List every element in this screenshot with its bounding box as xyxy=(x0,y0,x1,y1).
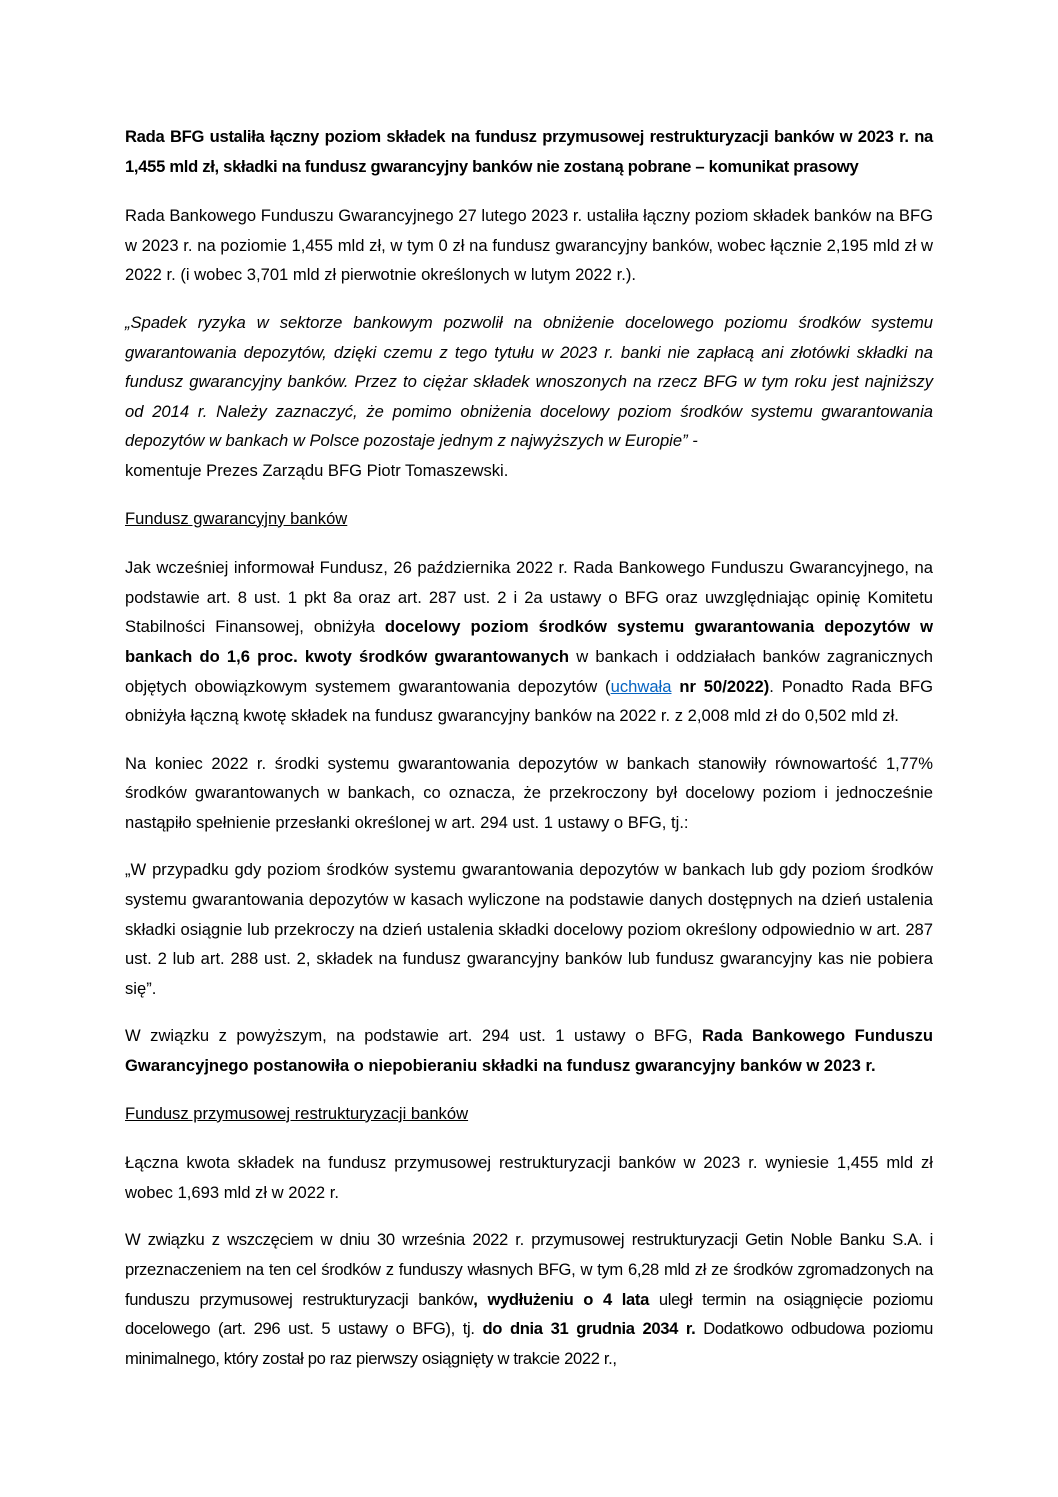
text-run: Jak wcześniej informował Fundusz, 26 października 2022 r. Rada Bankowego Funduszu Gwarancyjnego, na podstawie art. 8 ust. 1 pkt 8a oraz art. 287 ust. 2 i 2a ustawy o BFG oraz uwzględniając opinię Komitetu Stabilności Finansowej, obniżyła xyxy=(125,558,933,637)
resolution-fund-paragraph-1: Łączna kwota składek na fundusz przymusowej restrukturyzacji banków w 2023 r. wyniesie 1,455 mld zł wobec 1,693 mld zł w 2022 r. xyxy=(125,1153,933,1202)
resolution-link[interactable]: uchwała xyxy=(610,676,672,696)
text-run: w bankach i oddziałach banków zagranicznych objętych obowiązkowym systemem gwarantowania depozytów ( xyxy=(125,646,933,696)
section-heading-guarantee-fund: Fundusz gwarancyjny banków xyxy=(125,508,348,528)
document-page xyxy=(125,122,933,1391)
bold-text-run: , wydłużeniu o 4 lata xyxy=(473,1289,649,1309)
quote-attribution: komentuje Prezes Zarządu BFG Piotr Tomaszewski. xyxy=(125,460,509,480)
guarantee-fund-paragraph-2: Na koniec 2022 r. środki systemu gwarantowania depozytów w bankach stanowiły równowartość 1,77% środków gwarantowanych w bankach, co oznacza, że przekroczony był docelowy poziom i jednocześnie nastąpiło spełnienie przesłanki określonej w art. 294 ust. 1 ustawy o BFG, tj.: xyxy=(125,753,933,832)
intro-paragraph: Rada Bankowego Funduszu Gwarancyjnego 27 lutego 2023 r. ustaliła łączny poziom składek banków na BFG w 2023 r. na poziomie 1,455 mld zł, w tym 0 zł na fundusz gwarancyjny banków, wobec łącznie 2,195 mld zł w 2022 r. (i wobec 3,701 mld zł pierwotnie określonych w lutym 2022 r.). xyxy=(125,206,933,285)
bold-text-run: docelowy poziom środków systemu gwarantowania depozytów w bankach do 1,6 proc. kwoty środków gwarantowanych xyxy=(125,617,933,666)
text-run: W związku z powyższym, na podstawie art. 294 ust. 1 ustawy o BFG, xyxy=(125,1026,702,1046)
text-run: Dodatkowo odbudowa poziomu minimalnego, który został po raz pierwszy osiągnięty w trakcie 2022 r., xyxy=(125,1319,933,1368)
legal-quote-paragraph: „W przypadku gdy poziom środków systemu gwarantowania depozytów w bankach lub gdy poziom środków systemu gwarantowania depozytów w kasach wyliczone na podstawie danych dostępnych na dzień ustalenia składki osiągnie lub przekroczy na dzień ustalenia składki docelowy poziom określony odpowiednio w art. 287 ust. 2 lub art. 288 ust. 2, składek na fundusz gwarancyjny banków lub fundusz gwarancyjny kas nie pobiera się”. xyxy=(125,860,933,998)
quote-paragraph xyxy=(125,308,933,486)
resolution-fund-paragraph-2 xyxy=(125,1225,933,1373)
section-heading-resolution-fund: Fundusz przymusowej restrukturyzacji banków xyxy=(125,1103,469,1123)
bold-text-run: Rada Bankowego Funduszu Gwarancyjnego postanowiła o niepobieraniu składki na fundusz gwarancyjny banków w 2023 r. xyxy=(125,1026,933,1076)
text-run: . Ponadto Rada BFG obniżyła łączną kwotę składek na fundusz gwarancyjny banków na 2022 r. z 2,008 mld zł do 0,502 mld zł. xyxy=(125,676,933,726)
quote-text: „Spadek ryzyka w sektorze bankowym pozwolił na obniżenie docelowego poziomu środków systemu gwarantowania depozytów, dzięki czemu z tego tytułu w 2023 r. banki nie zapłacą ani złotówki składki na fundusz gwarancyjny banków. Przez to ciężar składek wnoszonych na rzecz BFG w tym roku jest najniższy od 2014 r. Należy zaznaczyć, że pomimo obniżenia docelowy poziom środków systemu gwarantowania depozytów w bankach w Polsce pozostaje jednym z najwyższych w Europie” - xyxy=(125,312,933,451)
bold-text-run: nr 50/2022) xyxy=(671,676,770,696)
guarantee-fund-paragraph-1 xyxy=(125,553,933,731)
text-run: W związku z wszczęciem w dniu 30 września 2022 r. przymusowej restrukturyzacji Getin Noble Banku S.A. i przeznaczeniem na ten cel środków z funduszy własnych BFG, w tym 6,28 mld zł ze środków zgromadzonych na funduszu przymusowej restrukturyzacji banków xyxy=(125,1230,933,1309)
page-title: Rada BFG ustaliła łączny poziom składek na fundusz przymusowej restrukturyzacji banków w 2023 r. na 1,455 mld zł, składki na fundusz gwarancyjny banków nie zostaną pobrane – komunikat prasowy xyxy=(125,127,933,176)
guarantee-fund-paragraph-4 xyxy=(125,1021,933,1080)
bold-text-run: do dnia 31 grudnia 2034 r. xyxy=(482,1319,696,1339)
text-run: uległ termin na osiągnięcie poziomu docelowego (art. 296 ust. 5 ustawy o BFG), tj. xyxy=(125,1289,933,1339)
